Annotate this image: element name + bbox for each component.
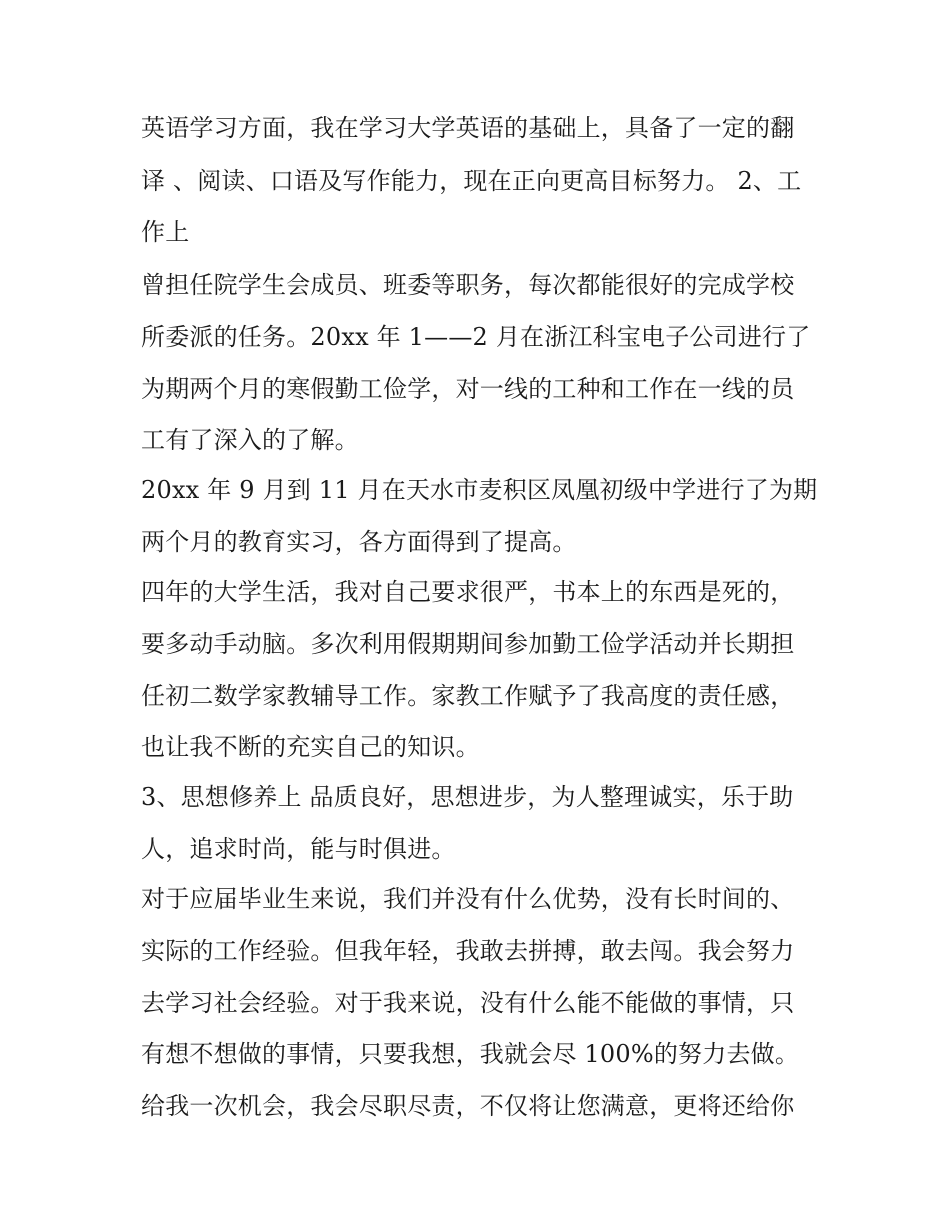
- text-line: 英语学习方面，我在学习大学英语的基础上，具备了一定的翻: [141, 114, 795, 142]
- text-line: 去学习社会经验。对于我来说，没有什么能不能做的事情，只: [141, 989, 795, 1017]
- text-line: 四年的大学生活，我对自己要求很严，书本上的东西是死的，: [141, 578, 795, 606]
- text-line: 译 、阅读、口语及写作能力，现在正向更高目标努力。 2、工: [141, 167, 802, 195]
- text-line: 对于应届毕业生来说，我们并没有什么优势，没有长时间的、: [141, 885, 795, 913]
- text-line: 20xx 年 9 月到 11 月在天水市麦积区凤凰初级中学进行了为期: [141, 476, 818, 504]
- text-line: 为期两个月的寒假勤工俭学，对一线的工种和工作在一线的员: [141, 375, 795, 403]
- text-line: 有想不想做的事情，只要我想，我就会尽 100%的努力去做。: [141, 1040, 800, 1068]
- text-line: 两个月的教育实习，各方面得到了提高。: [141, 528, 577, 556]
- text-line: 任初二数学家教辅导工作。家教工作赋予了我高度的责任感，: [141, 682, 795, 710]
- text-line: 3、思想修养上 品质良好，思想进步，为人整理诚实，乐于助: [141, 783, 794, 811]
- text-line: 工有了深入的了解。: [141, 426, 359, 454]
- text-line: 也让我不断的充实自己的知识。: [141, 733, 480, 761]
- text-line: 曾担任院学生会成员、班委等职务，每次都能很好的完成学校: [141, 271, 795, 299]
- text-line: 作上: [141, 218, 190, 246]
- text-line: 实际的工作经验。但我年轻，我敢去拼搏，敢去闯。我会努力: [141, 937, 795, 965]
- text-line: 给我一次机会，我会尽职尽责，不仅将让您满意，更将还给你: [141, 1092, 795, 1120]
- text-line: 要多动手动脑。多次利用假期期间参加勤工俭学活动并长期担: [141, 630, 795, 658]
- text-line: 人，追求时尚，能与时俱进。: [141, 835, 456, 863]
- text-line: 所委派的任务。20xx 年 1——2 月在浙江科宝电子公司进行了: [141, 323, 811, 351]
